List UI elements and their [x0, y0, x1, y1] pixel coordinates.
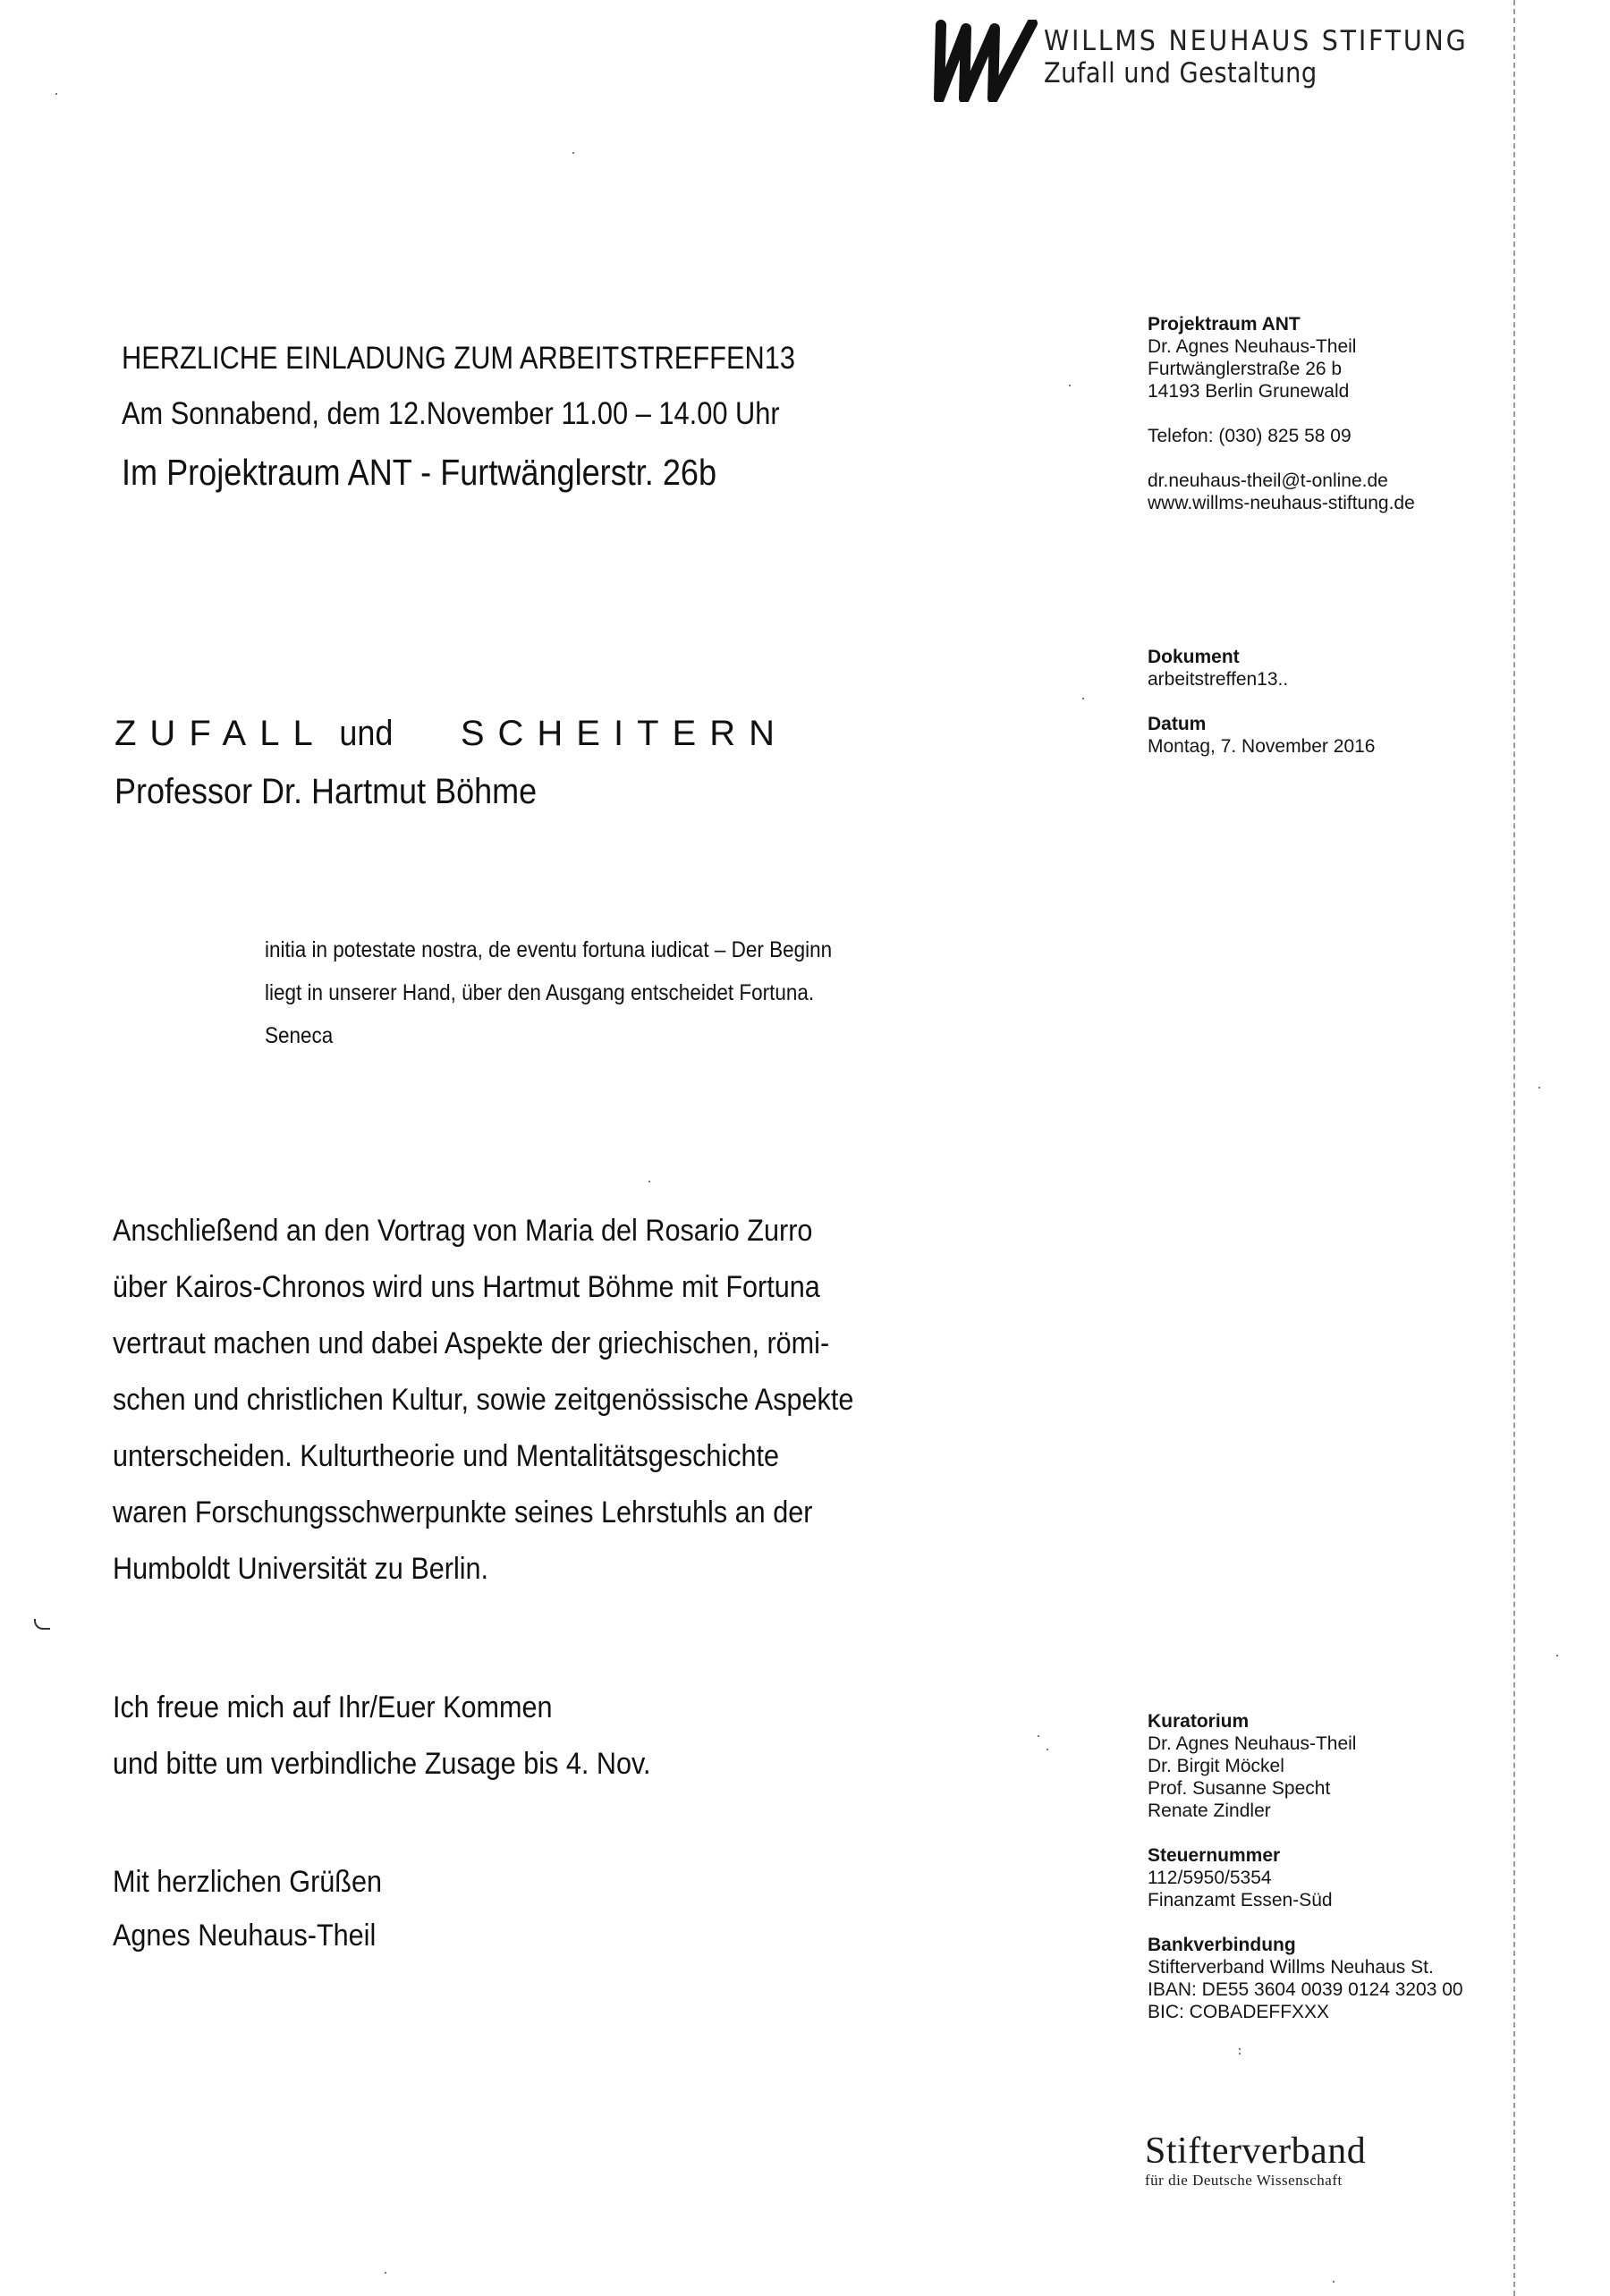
- quote-line: liegt in unserer Hand, über den Ausgang entscheidet Fortuna.: [265, 980, 815, 1005]
- stifterverband-logo: [1145, 2131, 1366, 2190]
- signature-name: Agnes Neuhaus-Theil: [113, 1919, 377, 1953]
- contact-street: Furtwänglerstraße 26 b: [1148, 359, 1343, 379]
- contact-phone: Telefon: (030) 825 58 09: [1148, 426, 1352, 446]
- foundation-tagline: Zufall und Gestaltung: [1044, 57, 1318, 89]
- foundation-letterhead: [1044, 25, 1505, 89]
- bank-iban: IBAN: DE55 3604 0039 0124 3203 00: [1148, 1979, 1463, 2000]
- board-member: Renate Zindler: [1148, 1800, 1271, 1821]
- date-value: Montag, 7. November 2016: [1148, 736, 1376, 757]
- invitation-date-time: Am Sonnabend, dem 12.November 11.00 – 14.00 Uhr: [122, 396, 780, 431]
- closing-line-2: und bitte um verbindliche Zusage bis 4. Nov.: [113, 1747, 651, 1781]
- closing-request: [113, 1680, 651, 1792]
- body-line: unterscheiden. Kulturtheorie und Mentalitätsgeschichte: [113, 1439, 780, 1473]
- contact-name: Dr. Agnes Neuhaus-Theil: [1148, 336, 1357, 357]
- contact-heading: Projektraum ANT: [1148, 314, 1301, 335]
- invitation-header: [122, 331, 887, 503]
- tax-office: Finanzamt Essen-Süd: [1148, 1890, 1333, 1911]
- body-line: Anschließend an den Vortrag von Maria del Rosario Zurro: [113, 1214, 813, 1248]
- salutation: Mit herzlichen Grüßen: [113, 1865, 383, 1899]
- contact-block: [1148, 313, 1415, 514]
- board-heading: Kuratorium: [1148, 1711, 1250, 1732]
- invitation-heading: HERZLICHE EINLADUNG ZUM ARBEITSTREFFEN13: [122, 341, 796, 376]
- body-line: schen und christlichen Kultur, sowie zeitgenössische Aspekte: [113, 1383, 854, 1417]
- bank-heading: Bankverbindung: [1148, 1935, 1296, 1955]
- body-paragraph: [113, 1203, 853, 1597]
- board-member: Dr. Birgit Möckel: [1148, 1756, 1284, 1776]
- quote-line: initia in potestate nostra, de eventu fortuna iudicat – Der Beginn: [265, 937, 833, 962]
- lecture-title-block: [114, 707, 788, 823]
- scan-mark: [34, 1619, 50, 1630]
- lecture-speaker: Professor Dr. Hartmut Böhme: [114, 772, 538, 811]
- document-value: arbeitstreffen13..: [1148, 669, 1289, 690]
- tax-heading: Steuernummer: [1148, 1845, 1281, 1866]
- board-member: Dr. Agnes Neuhaus-Theil: [1148, 1733, 1357, 1754]
- contact-city: 14193 Berlin Grunewald: [1148, 381, 1350, 402]
- stifterverband-subtitle: für die Deutsche Wissenschaft: [1145, 2172, 1343, 2189]
- bank-account-name: Stifterverband Willms Neuhaus St.: [1148, 1957, 1434, 1978]
- invitation-location: Im Projektraum ANT - Furtwänglerstr. 26b: [122, 452, 717, 493]
- contact-email[interactable]: dr.neuhaus-theil@t-online.de: [1148, 470, 1388, 491]
- board-member: Prof. Susanne Specht: [1148, 1778, 1331, 1799]
- lecture-title: [114, 707, 788, 760]
- tax-number: 112/5950/5354: [1148, 1868, 1272, 1888]
- body-line: vertraut machen und dabei Aspekte der griechischen, römi-: [113, 1326, 830, 1360]
- title-connector: und: [339, 714, 394, 753]
- bank-bic: BIC: COBADEFFXXX: [1148, 2002, 1330, 2022]
- scan-edge-line: [1513, 0, 1515, 2296]
- body-line: Humboldt Universität zu Berlin.: [113, 1552, 489, 1586]
- document-info-block: [1148, 646, 1375, 758]
- body-line: über Kairos-Chronos wird uns Hartmut Böhme mit Fortuna: [113, 1270, 820, 1304]
- closing-signoff: [113, 1855, 382, 1962]
- document-label: Dokument: [1148, 647, 1240, 667]
- stifterverband-name: Stifterverband: [1145, 2131, 1367, 2172]
- foundation-name: WILLMS NEUHAUS STIFTUNG: [1044, 25, 1469, 57]
- title-word-2: SCHEITERN: [460, 714, 788, 753]
- foundation-logo-mark: [932, 20, 1038, 102]
- quote-author: Seneca: [265, 1023, 334, 1048]
- closing-line-1: Ich freue mich auf Ihr/Euer Kommen: [113, 1690, 553, 1724]
- footer-info-block: [1148, 1710, 1463, 2023]
- contact-website[interactable]: www.willms-neuhaus-stiftung.de: [1148, 493, 1415, 513]
- date-label: Datum: [1148, 714, 1207, 734]
- body-line: waren Forschungsschwerpunkte seines Lehrstuhls an der: [113, 1495, 813, 1529]
- seneca-quote: [265, 928, 832, 1057]
- title-word-1: ZUFALL: [114, 714, 326, 753]
